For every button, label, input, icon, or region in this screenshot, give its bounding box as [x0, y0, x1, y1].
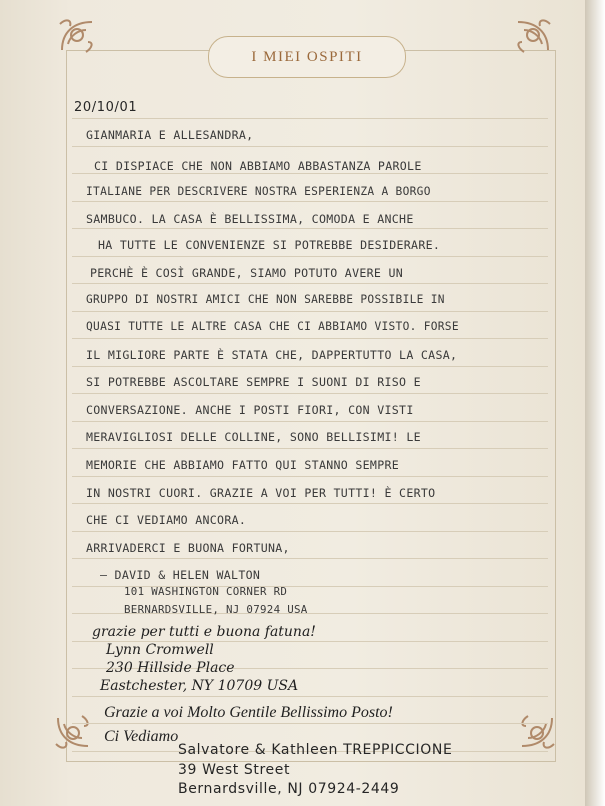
entry-3-line: Ci Vediamo — [104, 728, 179, 745]
entry-line: QUASI TUTTE LE ALTRE CASA CHE CI ABBIAMO VISTO. FORSE — [86, 320, 459, 333]
ruled-line — [72, 448, 548, 449]
ruled-line — [72, 531, 548, 532]
ruled-line — [72, 338, 548, 339]
entry-line: MEMORIE CHE ABBIAMO FATTO QUI STANNO SEMPRE — [86, 458, 400, 472]
entry-line: MERAVIGLIOSI DELLE COLLINE, SONO BELLISIMI! LE — [86, 430, 421, 444]
ruled-line — [72, 723, 548, 724]
flourish-ornament-top-left — [56, 14, 98, 56]
ruled-line — [72, 256, 548, 257]
ruled-line — [72, 173, 548, 174]
entry-line: SI POTREBBE ASCOLTARE SEMPRE I SUONI DI RISO E — [86, 375, 421, 389]
entry-line: CHE CI VEDIAMO ANCORA. — [86, 513, 247, 527]
header-banner — [208, 36, 406, 78]
ruled-line — [72, 476, 548, 477]
signature-line: 101 WASHINGTON CORNER RD — [124, 585, 288, 598]
entry-line: SAMBUCO. LA CASA È BELLISSIMA, COMODA E ANCHE — [86, 212, 414, 226]
entry-3-signature: Salvatore & Kathleen TREPPICCIONE — [178, 742, 453, 758]
ruled-line — [72, 421, 548, 422]
signature-line: — DAVID & HELEN WALTON — [100, 568, 261, 582]
entry-3-line: 39 West Street — [178, 762, 291, 778]
page-edge — [585, 0, 605, 806]
entry-greeting: GIANMARIA E ALLESANDRA, — [86, 128, 254, 142]
entry-line: GRUPPO DI NOSTRI AMICI CHE NON SAREBBE POSSIBILE IN — [86, 293, 445, 306]
ruled-line — [72, 311, 548, 312]
entry-line: IN NOSTRI CUORI. GRAZIE A VOI PER TUTTI! È CERTO — [86, 486, 436, 500]
flourish-ornament-bottom-right — [516, 712, 558, 754]
ruled-line — [72, 696, 548, 697]
entry-2-line: 230 Hillside Place — [106, 660, 235, 676]
entry-line: IL MIGLIORE PARTE È STATA CHE, DAPPERTUTTO LA CASA, — [86, 348, 458, 362]
entry-line: ITALIANE PER DESCRIVERE NOSTRA ESPERIENZA A BORGO — [86, 185, 431, 198]
ruled-line — [72, 503, 548, 504]
ruled-line — [72, 558, 548, 559]
ruled-line — [72, 393, 548, 394]
entry-date: 20/10/01 — [74, 100, 138, 115]
entry-3-line: Grazie a voi Molto Gentile Bellissimo Posto! — [104, 704, 393, 721]
ruled-line — [72, 228, 548, 229]
entry-line: CI DISPIACE CHE NON ABBIAMO ABBASTANZA PAROLE — [94, 159, 422, 173]
page-title: I MIEI OSPITI — [251, 48, 363, 65]
ruled-line — [72, 201, 548, 202]
ruled-line — [72, 118, 548, 119]
entry-3-line: Bernardsville, NJ 07924-2449 — [178, 781, 400, 797]
entry-closing: ARRIVADERCI E BUONA FORTUNA, — [86, 541, 290, 555]
ruled-line — [72, 283, 548, 284]
ruled-line — [72, 146, 548, 147]
signature-line: BERNARDSVILLE, NJ 07924 USA — [124, 603, 308, 616]
ruled-line — [72, 366, 548, 367]
entry-2-line: grazie per tutti e buona fatuna! — [92, 624, 316, 640]
entry-line: HA TUTTE LE CONVENIENZE SI POTREBBE DESIDERARE. — [98, 238, 441, 252]
flourish-ornament-bottom-left — [52, 712, 94, 754]
flourish-ornament-top-right — [512, 14, 554, 56]
entry-2-line: Eastchester, NY 10709 USA — [100, 678, 299, 694]
entry-2-signature: Lynn Cromwell — [106, 642, 214, 658]
entry-line: PERCHÈ È COSÌ GRANDE, SIAMO POTUTO AVERE UN — [90, 266, 404, 280]
entry-line: CONVERSAZIONE. ANCHE I POSTI FIORI, CON VISTI — [86, 403, 414, 417]
